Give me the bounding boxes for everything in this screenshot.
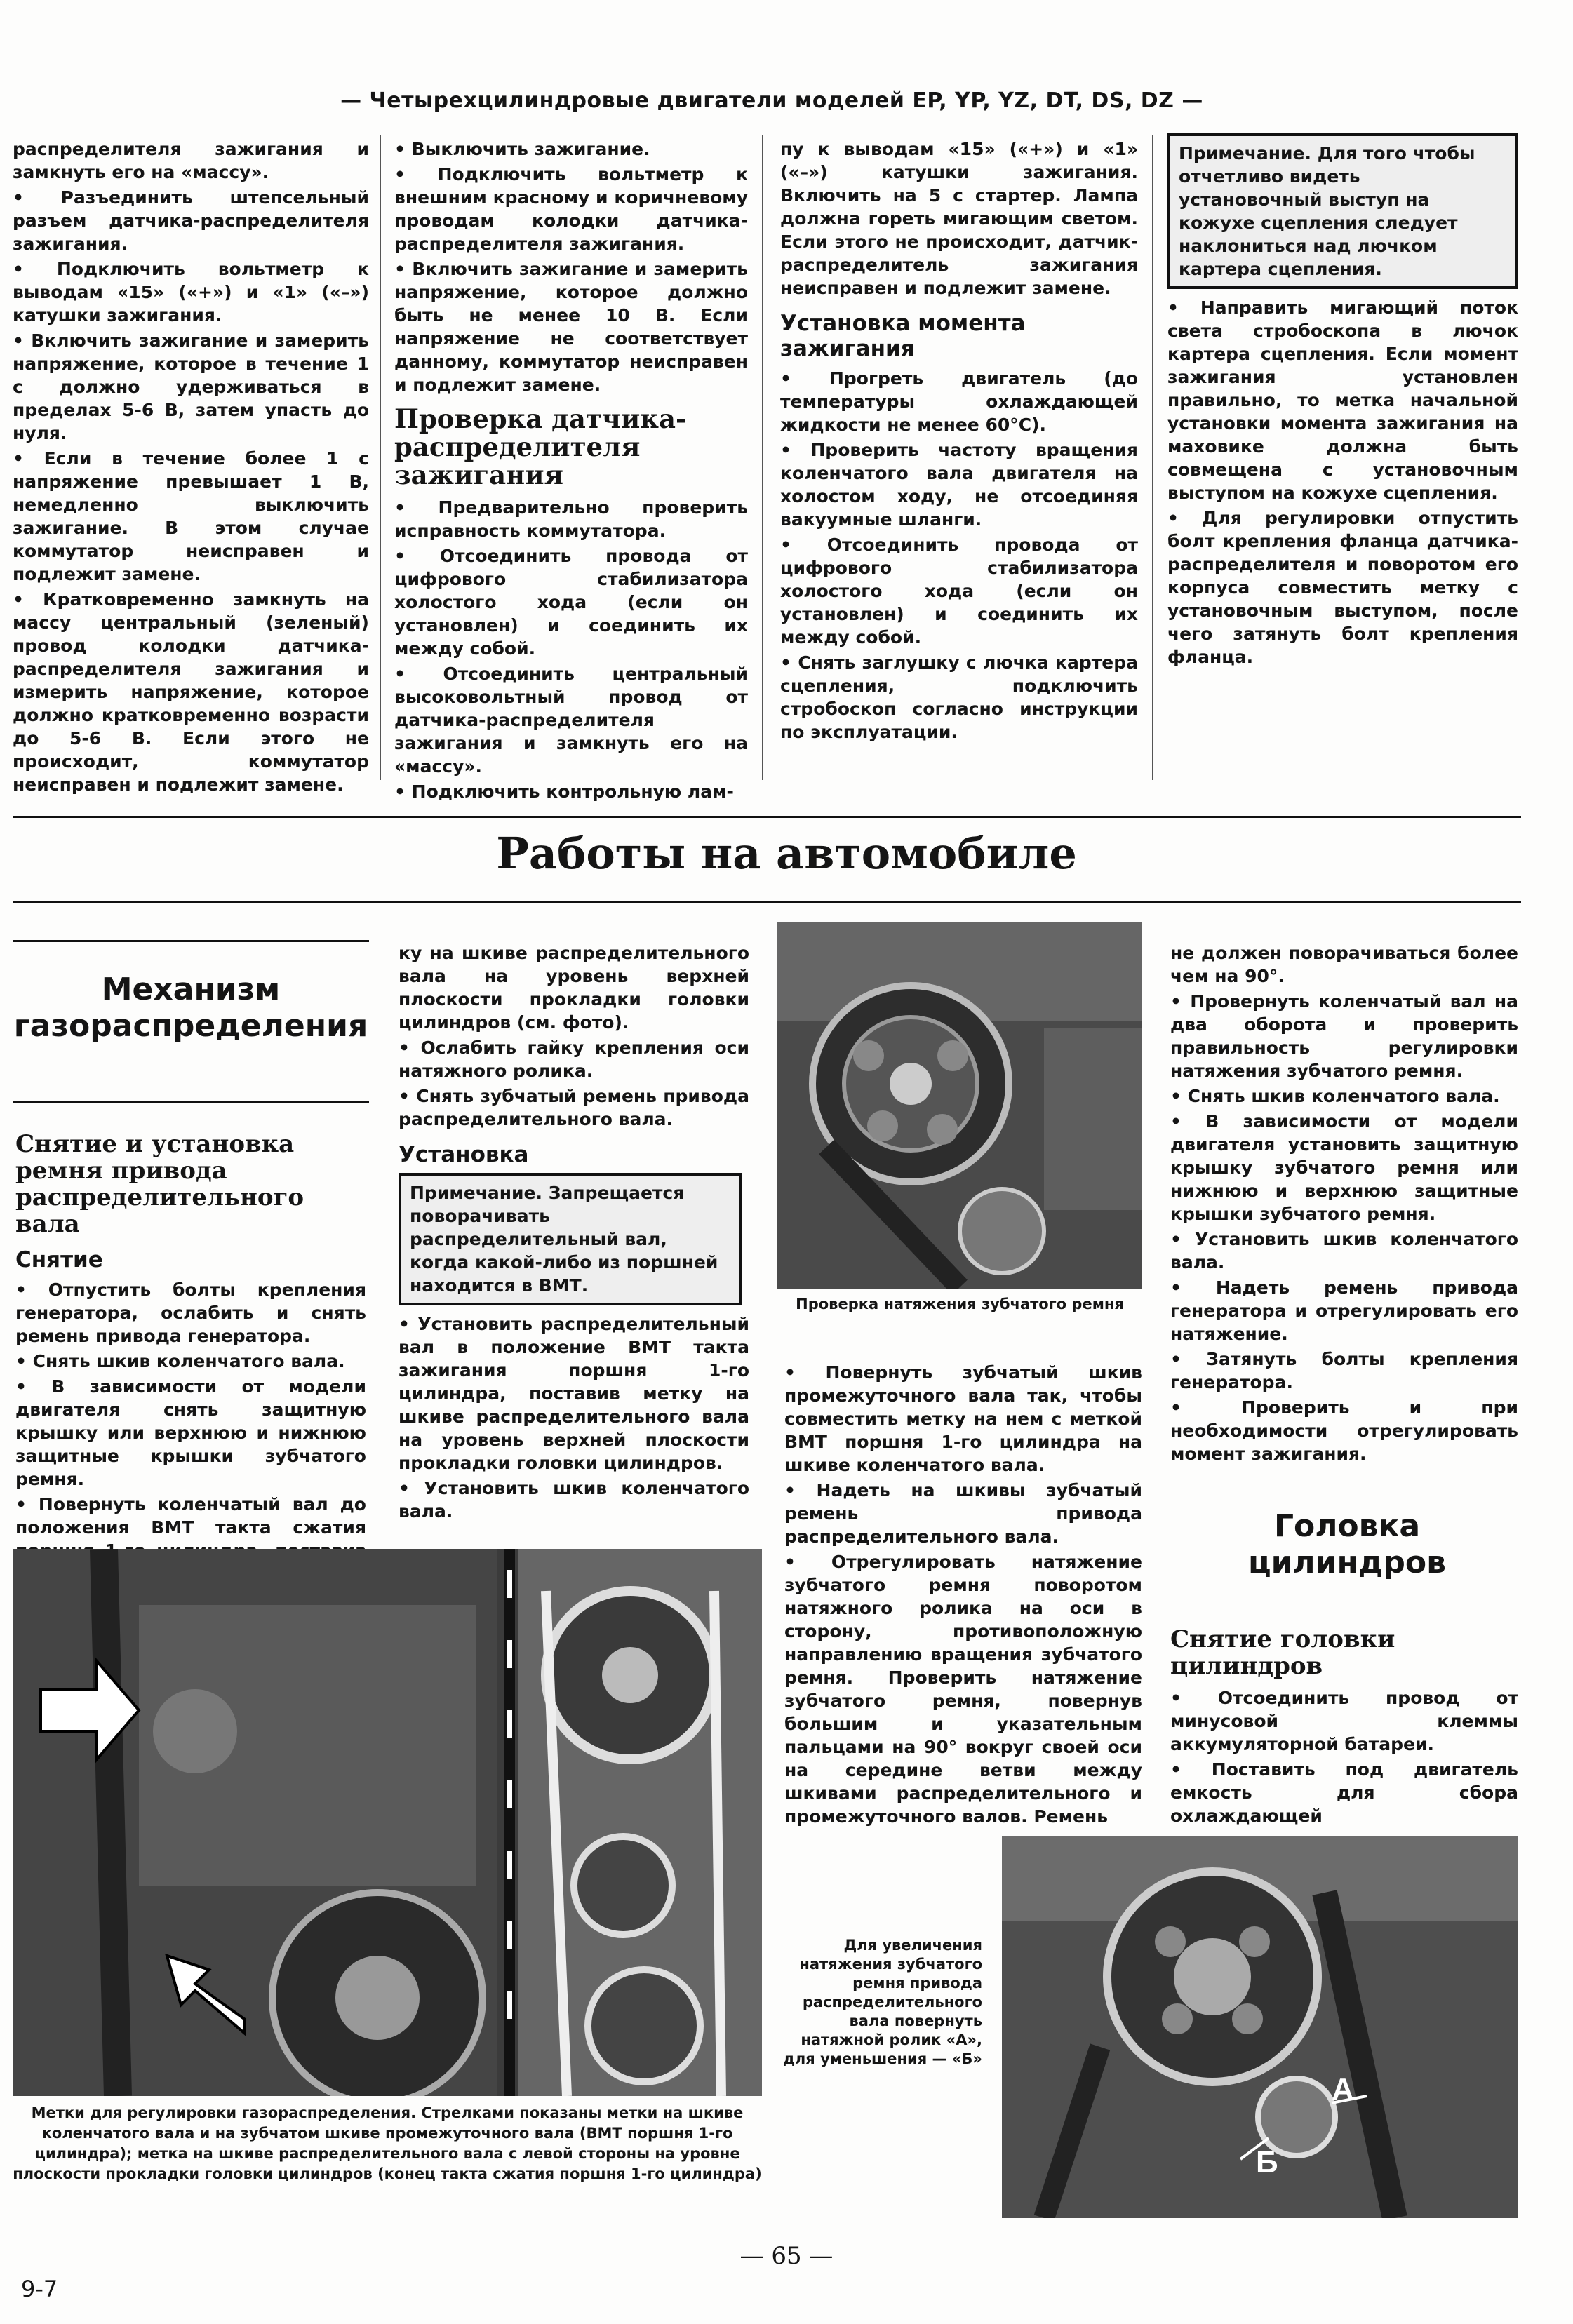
photo-timing-marks (13, 1549, 762, 2096)
paragraph: • Снять шкив коленчатого вала. (15, 1351, 345, 1371)
sub-heading: Установка (399, 1142, 529, 1167)
paragraph: • Снять заглушку с лючка картера сцепления, подключить стробоскоп согласно инструкции по эксплуатации. (780, 652, 1138, 742)
paragraph: • В зависимости от модели двигателя установить защитную крышку зубчатого ремня или нижнюю и верхнюю защитные крышки зубчатого ремня. (1170, 1111, 1518, 1224)
photo-tensioner (1002, 1836, 1518, 2218)
paragraph: • Проверить частоту вращения коленчатого вала двигателя на холостом ходу, не отсоединяя вакуумные шланги. (780, 440, 1138, 530)
paragraph: • Надеть на шкивы зубчатый ремень привода распределительного вала. (784, 1480, 1142, 1547)
title-rule-bottom (13, 901, 1521, 903)
page-title: Работы на автомобиле (496, 828, 1077, 879)
paragraph: • Снять шкив коленчатого вала. (1170, 1086, 1500, 1106)
photo-belt-tension (777, 922, 1142, 1289)
paragraph: пу к выводам «15» («+») и «1» («–») катушки зажигания. Включить на 5 с стартер. Лампа должна гореть мигающим светом. Если этого не происходит, датчик-распределитель зажигания неисправен и подлежит замене. (780, 139, 1138, 298)
paragraph: • Ослабить гайку крепления оси натяжного ролика. (399, 1037, 749, 1081)
bottom-column-1 (15, 1131, 366, 1587)
paragraph: • Поставить под двигатель емкость для сбора охлаждающей (1170, 1759, 1518, 1826)
paragraph: • Надеть ремень привода генератора и отрегулировать его натяжение. (1170, 1277, 1518, 1344)
paragraph: • Отсоединить провода от цифрового стабилизатора холостого хода (если он установлен) и соединить их между собой. (394, 546, 748, 659)
photo-caption: Метки для регулировки газораспределения. Стрелками показаны метки на шкиве коленчатого вала и на зубчатом шкиве промежуточного вала (ВМТ поршня 1-го цилиндра); метка на шкиве распределительного вала с левой стороны на уровне плоскости прокладки головки цилиндров (конец такта сжатия поршня 1-го цилиндра) (13, 2104, 762, 2182)
bottom-column-4 (1170, 941, 1518, 1467)
page-code: 9-7 (21, 2276, 58, 2302)
engine-photo-2 (13, 1549, 762, 2096)
paragraph: • Направить мигающий поток света стробоскопа в лючок картера сцепления. Если момент зажигания установлен правильно, то метка начальной установки момента зажигания на маховике должна быть совмещена с установочным выступом на кожухе сцепления. (1167, 297, 1518, 503)
top-column-4 (1167, 133, 1518, 671)
section-rule (13, 940, 369, 942)
paragraph: • Для регулировки отпустить болт крепления фланца датчика-распределителя и поворотом его корпуса совместить метку с установочным выступом, после чего затянуть болт крепления фланца. (1167, 508, 1518, 667)
bottom-column-2 (399, 941, 749, 1525)
title-rule-top (13, 816, 1521, 818)
page-number: — 65 — (739, 2242, 834, 2270)
top-column-1 (13, 137, 369, 798)
note-box: Примечание. Запрещается поворачивать распределительный вал, когда какой-либо из поршней находится в ВМТ. (399, 1173, 742, 1305)
bottom-column-4-cont (1170, 1626, 1518, 1829)
paragraph: • Отсоединить провода от цифрового стабилизатора холостого хода (если он установлен) и соединить их между собой. (780, 535, 1138, 647)
section-title: Головка цилиндров (1247, 1508, 1446, 1580)
paragraph: • Затянуть болты крепления генератора. (1170, 1349, 1518, 1392)
section-heading: Установка момента зажигания (780, 311, 1026, 361)
paragraph: • Разъединить штепсельный разъем датчика-распределителя зажигания. (13, 187, 369, 254)
paragraph: • Отсоединить провод от минусовой клеммы аккумуляторной батареи. (1170, 1688, 1518, 1754)
photo-caption: Проверка натяжения зубчатого ремня (796, 1296, 1124, 1312)
paragraph: • Установить распределительный вал в положение ВМТ такта зажигания поршня 1-го цилиндра, поставив метку на шкиве распределительного вала на уровень верхней плоскости прокладки головки цилиндров. (399, 1314, 749, 1473)
paragraph: • Если в течение более 1 с напряжение превышает 1 В, немедленно выключить зажигание. В этом случае коммутатор неисправен и подлежит замене. (13, 448, 369, 584)
paragraph: • Отрегулировать натяжение зубчатого ремня поворотом натяжного ролика на оси в сторону, противоположную направлению вращения зубчатого ремня. Проверить натяжение зубчатого ремня, повернув большим и указательным пальцами на 90° вокруг своей оси на середине ветви между шкивами распределительного и промежуточного валов. Ремень (784, 1552, 1142, 1827)
paragraph: • В зависимости от модели двигателя снять защитную крышку или верхнюю и нижнюю защитные крышки зубчатого ремня. (15, 1376, 366, 1489)
paragraph: не должен поворачиваться более чем на 90°. (1170, 943, 1518, 986)
callout-label-b: Б (1256, 2145, 1278, 2179)
engine-photo-1 (777, 922, 1142, 1289)
paragraph: • Прогреть двигатель (до температуры охлаждающей жидкости не менее 60°С). (780, 368, 1138, 435)
paragraph: • Выключить зажигание. (394, 139, 650, 159)
paragraph: • Провернуть коленчатый вал на два оборота и проверить правильность регулировки натяжения зубчатого ремня. (1170, 991, 1518, 1081)
paragraph: • Установить шкив коленчатого вала. (1170, 1229, 1518, 1272)
top-column-3 (780, 137, 1138, 746)
column-divider (1152, 135, 1153, 780)
paragraph: • Отсоединить центральный высоковольтный провод от датчика-распределителя зажигания и замкнуть его на «массу». (394, 664, 748, 777)
paragraph: • Подключить вольтметр к внешним красному и коричневому проводам колодки датчика-распределителя зажигания. (394, 164, 748, 254)
paragraph: • Кратковременно замкнуть на массу центральный (зеленый) провод колодки датчика-распределителя зажигания и измерить напряжение, которое должно кратковременно возрасти до 5-6 В. Если этого не происходит, коммутатор неисправен и подлежит замене. (13, 589, 369, 795)
paragraph: • Установить шкив коленчатого вала. (399, 1478, 749, 1522)
note-box: Примечание. Для того чтобы отчетливо видеть установочный выступ на кожухе сцепления следует наклониться над лючком картера сцепления. (1167, 133, 1518, 289)
callout-label-a: А (1332, 2072, 1354, 2107)
paragraph: • Повернуть коленчатый вал до положения ВМТ такта сжатия (15, 1494, 366, 1538)
paragraph: • Подключить вольтметр к выводам «15» («+») и «1» («–») катушки зажигания. (13, 259, 369, 325)
running-header: — Четырехцилиндровые двигатели моделей EP, YP, YZ, DT, DS, DZ — (340, 88, 1203, 113)
column-divider (380, 135, 381, 780)
column-divider (762, 135, 763, 780)
paragraph: ку на шкиве распределительного вала на уровень верхней плоскости прокладки головки цилиндров (см. фото). (399, 943, 749, 1033)
paragraph: • Проверить и при необходимости отрегулировать момент зажигания. (1170, 1397, 1518, 1464)
section-heading: Проверка датчика-распределителя зажигания (394, 403, 687, 490)
paragraph: • Повернуть зубчатый шкив промежуточного вала так, чтобы совместить метку на нем с меткой ВМТ поршня 1-го цилиндра на шкиве коленчатого вала. (784, 1362, 1142, 1475)
photo-caption: Для увеличения натяжения зубчатого ремня привода распределительного вала повернуть натяжной ролик «А», для уменьшения — «Б» (782, 1937, 982, 2067)
section-title: Механизм газораспределения (13, 972, 368, 1044)
paragraph: • Включить зажигание и замерить напряжение, которое должно быть не менее 10 В. Если напряжение не соответствует данному, коммутатор неисправен и подлежит замене. (394, 259, 748, 395)
subsection-heading: Снятие и установка ремня привода распределительного вала (15, 1130, 304, 1238)
section-rule (13, 1101, 369, 1103)
sub-heading: Снятие (15, 1247, 103, 1272)
subsection-heading: Снятие головки цилиндров (1170, 1625, 1395, 1680)
paragraph: • Предварительно проверить исправность коммутатора. (394, 497, 748, 541)
bottom-column-3 (784, 1361, 1142, 1830)
paragraph: распределителя зажигания и замкнуть его на «массу». (13, 139, 369, 182)
top-column-2 (394, 137, 748, 805)
paragraph: • Отпустить болты крепления генератора, ослабить и снять ремень привода генератора. (15, 1279, 366, 1346)
paragraph: • Подключить контрольную лам- (394, 781, 734, 802)
paragraph: • Снять зубчатый ремень привода распределительного вала. (399, 1086, 749, 1129)
paragraph: • Включить зажигание и замерить напряжение, которое в течение 1 с должно удерживаться в пределах 5-6 В, затем упасть до нуля. (13, 330, 369, 443)
